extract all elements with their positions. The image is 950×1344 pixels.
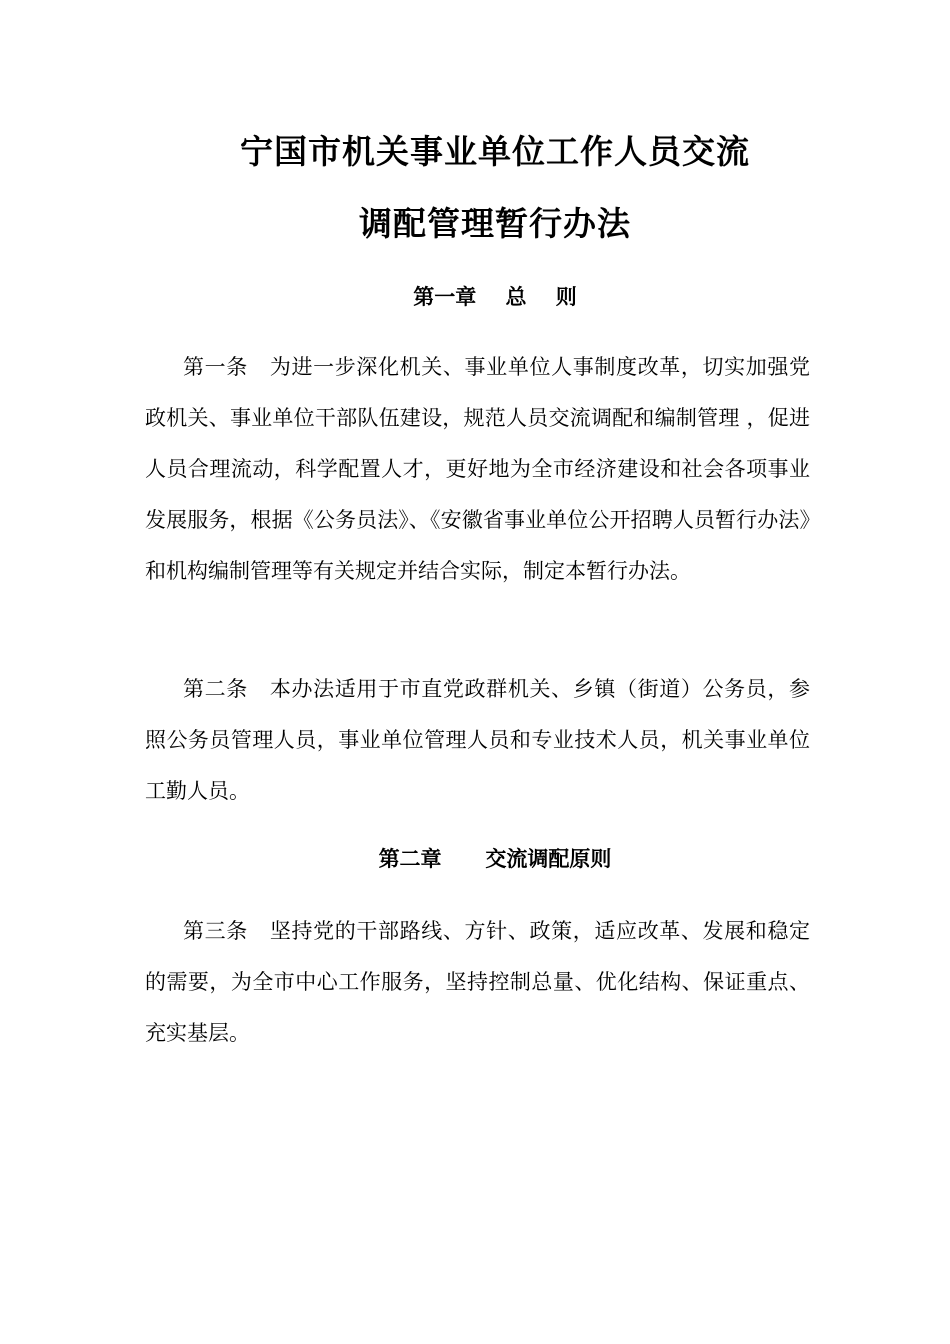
article-2 <box>145 664 810 817</box>
chapter-2-heading: 第二章 交流调配原则 <box>378 846 612 871</box>
article-2-label: 第二条 <box>183 677 248 701</box>
article-3-label: 第三条 <box>183 919 248 943</box>
article-2-text: 本办法适用于市直党政群机关、乡镇（街道）公务员，参照公务员管理人员，事业单位管理人员和专业技术人员，机关事业单位工勤人员。 <box>145 677 810 803</box>
article-1-text: 为进一步深化机关、事业单位人事制度改革，切实加强党政机关、事业单位干部队伍建设，规范人员交流调配和编制管理 ，促进人员合理流动，科学配置人才，更好地为全市经济建设和社会各项事业发展服务，根据《公务员法》、《安徽省事业单位公开招聘人员暂行办法》和机构编制管理等有关规定并结合实际，制定本暂行办法。 <box>145 355 810 583</box>
chapter-1-heading: 第一章 总 则 <box>413 284 577 309</box>
article-1 <box>145 342 810 597</box>
article-1-label: 第一条 <box>183 355 248 379</box>
article-3 <box>145 906 810 1059</box>
document-title-line-1: 宁国市机关事业单位工作人员交流 <box>240 132 750 171</box>
article-3-text: 坚持党的干部路线、方针、政策，适应改革、发展和稳定的需要，为全市中心工作服务，坚持控制总量、优化结构、保证重点、充实基层。 <box>145 919 810 1045</box>
document-title-line-2: 调配管理暂行办法 <box>359 204 631 243</box>
